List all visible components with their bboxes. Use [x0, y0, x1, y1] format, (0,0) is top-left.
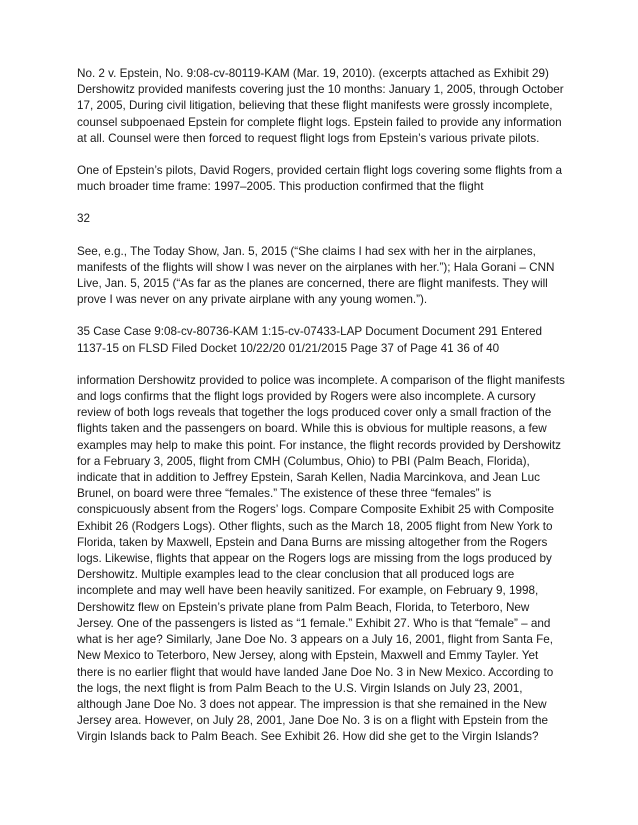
- paragraph-manifests: No. 2 v. Epstein, No. 9:08-cv-80119-KAM (Mar. 19, 2010). (excerpts attached as Exhibit 29) Dershowitz provided manifests covering just the 10 months: January 1, 2005, through October 17, 2005, During civil litigation, believing that these flight manifests were grossly incomplete, counsel subpoenaed Epstein for complete flight logs. Epstein failed to provide any information at all. Counsel were then forced to request flight logs from Epstein’s various private pilots.: [77, 67, 564, 145]
- paragraph-pilot-logs: One of Epstein’s pilots, David Rogers, provided certain flight logs covering some flights from a much broader time frame: 1997–2005. This production confirmed that the flight: [77, 164, 563, 194]
- footnote-text: See, e.g., The Today Show, Jan. 5, 2015 (“She claims I had sex with her in the airplanes, manifests of the flights will show I was never on the airplanes with her.”); Hala Gorani – CNN Live, Jan. 5, 2015 (“As far as the planes are concerned, there are flight manifests. They will prove I was never on any private airplane with any young women.”).: [77, 244, 555, 307]
- paragraph-incomplete-logs: information Dershowitz provided to police was incomplete. A comparison of the flight manifests and logs confirms that the flight logs provided by Rogers were also incomplete. A cursory review of both logs reveals that together the logs produced cover only a small fraction of the flights taken and the passengers on board. While this is obvious for multiple reasons, a few examples may help to make this point. For instance, the flight records provided by Dershowitz for a February 3, 2005, flight from CMH (Columbus, Ohio) to PBI (Palm Beach, Florida), indicate that in addition to Jeffrey Epstein, Sarah Kellen, Nadia Marcinkova, and Jean Luc Brunel, on board were three “females.” The existence of these three “females” is conspicuously absent from the Rogers’ logs. Compare Composite Exhibit 25 with Composite Exhibit 26 (Rodgers Logs). Other flights, such as the March 18, 2005 flight from New York to Florida, taken by Maxwell, Epstein and Dana Burns are missing altogether from the Rogers logs. Likewise, flights that appear on the Rogers logs are missing from the logs produced by Dershowitz. Multiple examples lead to the clear conclusion that all produced logs are incomplete and may well have been heavily sanitized. For example, on February 9, 1998, Dershowitz flew on Epstein’s private plane from Palm Beach, Florida, to Teterboro, New Jersey. One of the passengers is listed as “1 female.” Exhibit 27. Who is that “female” – and what is her age? Similarly, Jane Doe No. 3 appears on a July 16, 2001, flight from Santa Fe, New Mexico to Teterboro, New Jersey, along with Epstein, Maxwell and Emmy Tayler. Yet there is no earlier flight that would have landed Jane Doe No. 3 in New Mexico. According to the logs, the next flight is from Palm Beach to the U.S. Virgin Islands on July 23, 2001, although Jane Doe No. 3 does not appear. The impression is that she remained in the New Jersey area. However, on July 28, 2001, Jane Doe No. 3 is on a flight with Epstein from the Virgin Islands back to Palm Beach. See Exhibit 26. How did she get to the Virgin Islands?: [77, 373, 565, 744]
- case-header-line: 35 Case Case 9:08-cv-80736-KAM 1:15-cv-07433-LAP Document Document 291 Entered 1137-15 on FLSD Filed Docket 10/22/20 01/21/2015 Page 37 of Page 41 36 of 40: [77, 325, 542, 355]
- document-page: [77, 66, 567, 762]
- footnote-number: 32: [77, 212, 91, 226]
